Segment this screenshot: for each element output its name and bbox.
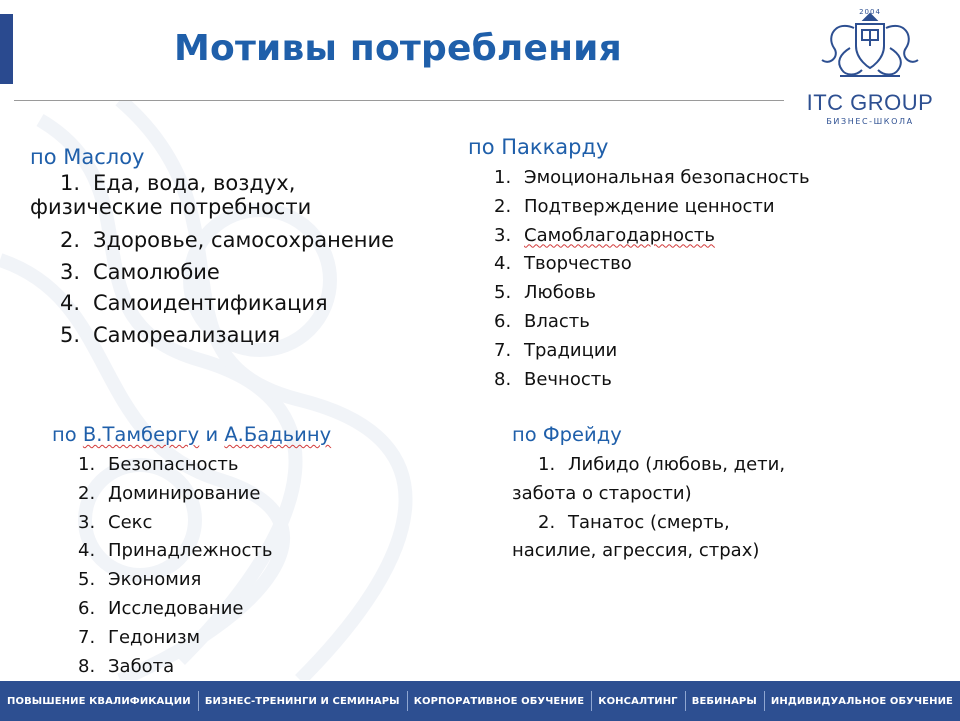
item-number: 1. [60,171,81,195]
item-number: 8. [78,655,96,677]
footer-link-corporate[interactable]: КОРПОРАТИВНОЕ ОБУЧЕНИЕ [413,695,585,707]
item-text: Либидо (любовь, дети, [568,454,786,475]
list-item [30,225,394,257]
list-item [468,164,810,193]
item-text: Исследование [108,597,244,619]
item-number: 5. [60,322,81,347]
item-number: 6. [78,597,96,619]
item-text: Власть [524,310,590,332]
packard-heading: по Паккарду [468,135,609,159]
list-item [468,279,810,308]
item-text: Подтверждение ценности [524,195,775,217]
item-number: 2. [494,195,512,217]
item-number: 4. [60,291,81,315]
list-item [30,320,394,352]
itc-group-logo [800,8,940,130]
item-number: 7. [78,626,96,648]
list-item [468,250,810,279]
list-item-continuation: насилие, агрессия, страх) [512,540,760,562]
item-number: 3. [78,511,96,533]
item-text: Танатос (смерть, [568,511,730,533]
list-item [468,337,810,366]
item-text: Здоровье, самосохранение [93,228,395,252]
item-number: 7. [494,339,512,361]
item-number: 5. [78,569,96,591]
item-number: 8. [494,368,512,390]
list-item [468,193,810,222]
item-text: Еда, вода, воздух, [93,171,296,195]
footer-link-consulting[interactable]: КОНСАЛТИНГ [598,695,678,707]
list-item [52,653,331,682]
item-number: 6. [494,310,512,332]
item-number: 4. [494,253,512,275]
footer-link-qualification[interactable]: ПОВЫШЕНИЕ КВАЛИФИКАЦИИ [7,695,191,707]
list-item [468,308,810,337]
logo-subtitle: БИЗНЕС-ШКОЛА [826,117,914,126]
list-item [468,366,810,395]
list-item [52,509,331,538]
freud-heading: по Фрейду [512,423,622,446]
item-text: Самореализация [93,322,281,347]
item-number: 5. [494,282,512,304]
left-accent-bar [0,14,13,84]
page-title: Мотивы потребления [174,28,622,69]
item-number: 2. [538,511,556,533]
tamberg-heading [52,421,331,449]
item-text: Самоидентификация [93,291,328,315]
list-item-continuation: забота о старости) [512,482,692,504]
item-text: Принадлежность [108,540,273,562]
list-item [512,509,785,538]
item-text: Традиции [524,339,618,361]
list-item [52,624,331,653]
packard-section [468,132,810,394]
author-name: В.Тамбергу [82,423,200,446]
maslow-heading: по Маслоу [30,145,145,169]
item-number: 4. [78,540,96,562]
list-item [52,480,331,509]
item-text: Творчество [524,253,632,275]
footer-bar [0,681,960,721]
item-text: Любовь [524,282,597,304]
item-text: Секс [108,511,153,533]
heading-conjunction: и [205,423,219,446]
logo-name: ITC GROUP [806,90,934,115]
item-text: Забота [108,655,175,677]
title-divider [14,100,784,101]
list-item-continuation: физические потребности [30,195,312,219]
item-number: 2. [60,228,81,252]
list-item [30,288,394,320]
item-number: 1. [78,454,96,475]
footer-link-trainings[interactable]: БИЗНЕС-ТРЕНИНГИ И СЕМИНАРЫ [204,695,400,707]
item-text: Самоблагодарность [524,224,715,246]
item-text: Гедонизм [108,626,201,648]
packard-list [468,164,810,394]
footer-link-individual[interactable]: ИНДИВИДУАЛЬНОЕ ОБУЧЕНИЕ [770,695,953,707]
list-item [52,566,331,595]
list-item [468,222,810,251]
item-number: 2. [78,482,96,504]
item-text: Безопасность [108,454,239,475]
freud-section [512,421,785,566]
list-item [52,537,331,566]
list-item [512,451,785,480]
maslow-section [30,143,394,351]
item-text: Экономия [108,569,202,591]
item-text: Вечность [524,368,612,390]
list-item [30,171,394,195]
item-number: 3. [60,259,81,284]
heading-prefix: по [52,423,77,446]
item-number: 1. [538,454,556,475]
item-number: 1. [494,167,512,188]
tamberg-section [52,421,331,681]
item-number: 3. [494,224,512,246]
list-item [30,257,394,289]
logo-year: 2004 [859,8,881,16]
item-text: Доминирование [108,482,261,504]
footer-link-webinars[interactable]: ВЕБИНАРЫ [691,695,757,707]
list-item [52,451,331,480]
crest-icon [820,8,920,82]
item-text: Самолюбие [93,259,220,284]
list-item [52,595,331,624]
tamberg-list [52,451,331,681]
author-name: А.Бадьину [224,423,332,446]
item-text: Эмоциональная безопасность [524,167,810,188]
